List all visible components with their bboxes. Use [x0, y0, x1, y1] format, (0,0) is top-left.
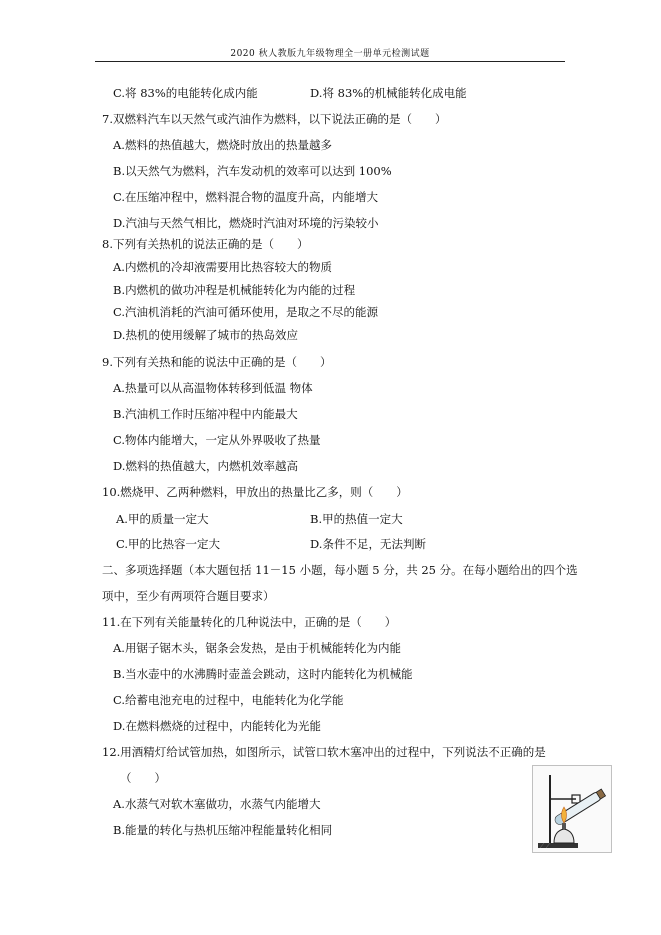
q9-option-a: A.热量可以从高温物体转移到低温 物体 — [113, 381, 313, 395]
q11-option-b: B.当水壶中的水沸腾时壶盖会跳动，这时内能转化为机械能 — [113, 667, 413, 681]
q7-option-a: A.燃料的热值越大，燃烧时放出的热量越多 — [113, 138, 332, 152]
q7-option-d: D.汽油与天然气相比，燃烧时汽油对环境的污染较小 — [113, 216, 379, 230]
q9-option-d: D.燃料的热值越大，内燃机效率越高 — [113, 459, 298, 473]
q9-stem: 9.下列有关热和能的说法中正确的是（ ） — [102, 355, 332, 369]
q8-option-c: C.汽油机消耗的汽油可循环使用，是取之不尽的能源 — [113, 305, 379, 319]
q9-option-c: C.物体内能增大，一定从外界吸收了热量 — [113, 433, 321, 447]
q8-option-d: D.热机的使用缓解了城市的热岛效应 — [113, 328, 298, 342]
q10-option-c: C.甲的比热容一定大 — [116, 537, 221, 551]
q11-stem: 11.在下列有关能量转化的几种说法中，正确的是（ ） — [102, 615, 397, 629]
section2-heading-line2: 项中，至少有两项符合题目要求） — [102, 589, 275, 603]
q6-option-c: C.将 83%的电能转化成内能 — [113, 86, 258, 100]
q10-option-a: A.甲的质量一定大 — [116, 512, 209, 526]
q7-option-c: C.在压缩冲程中，燃料混合物的温度升高，内能增大 — [113, 190, 379, 204]
q10-option-d: D.条件不足，无法判断 — [310, 537, 426, 551]
q12-option-a: A.水蒸气对软木塞做功，水蒸气内能增大 — [113, 797, 321, 811]
q12-stem: 12.用酒精灯给试管加热，如图所示，试管口软木塞冲出的过程中，下列说法不正确的是 — [102, 745, 546, 759]
q11-option-a: A.用锯子锯木头，锯条会发热，是由于机械能转化为内能 — [113, 641, 401, 655]
q9-option-b: B.汽油机工作时压缩冲程中内能最大 — [113, 407, 298, 421]
header-divider — [95, 61, 565, 62]
q6-option-d: D.将 83%的机械能转化成电能 — [310, 86, 467, 100]
q8-option-a: A.内燃机的冷却液需要用比热容较大的物质 — [113, 260, 332, 274]
q8-option-b: B.内燃机的做功冲程是机械能转化为内能的过程 — [113, 283, 356, 297]
header-title: 2020 秋人教版九年级物理全一册单元检测试题 — [230, 49, 430, 59]
q11-option-d: D.在燃料燃烧的过程中，内能转化为光能 — [113, 719, 321, 733]
q8-stem: 8.下列有关热机的说法正确的是（ ） — [102, 237, 309, 251]
alcohol-lamp-test-tube-figure — [532, 765, 612, 853]
q7-stem: 7.双燃料汽车以天然气或汽油作为燃料，以下说法正确的是（ ） — [102, 112, 447, 126]
q10-stem: 10.燃烧甲、乙两种燃料，甲放出的热量比乙多，则（ ） — [102, 485, 408, 499]
q12-answer-paren: （ ） — [120, 771, 166, 785]
section2-heading-line1: 二、多项选择题（本大题包括 11－15 小题，每小题 5 分，共 25 分。在每小题给出的四个选 — [102, 563, 578, 577]
q10-option-b: B.甲的热值一定大 — [310, 512, 403, 526]
q12-option-b: B.能量的转化与热机压缩冲程能量转化相同 — [113, 823, 333, 837]
q7-option-b: B.以天然气为燃料，汽车发动机的效率可以达到 100% — [113, 164, 392, 178]
q11-option-c: C.给蓄电池充电的过程中，电能转化为化学能 — [113, 693, 344, 707]
